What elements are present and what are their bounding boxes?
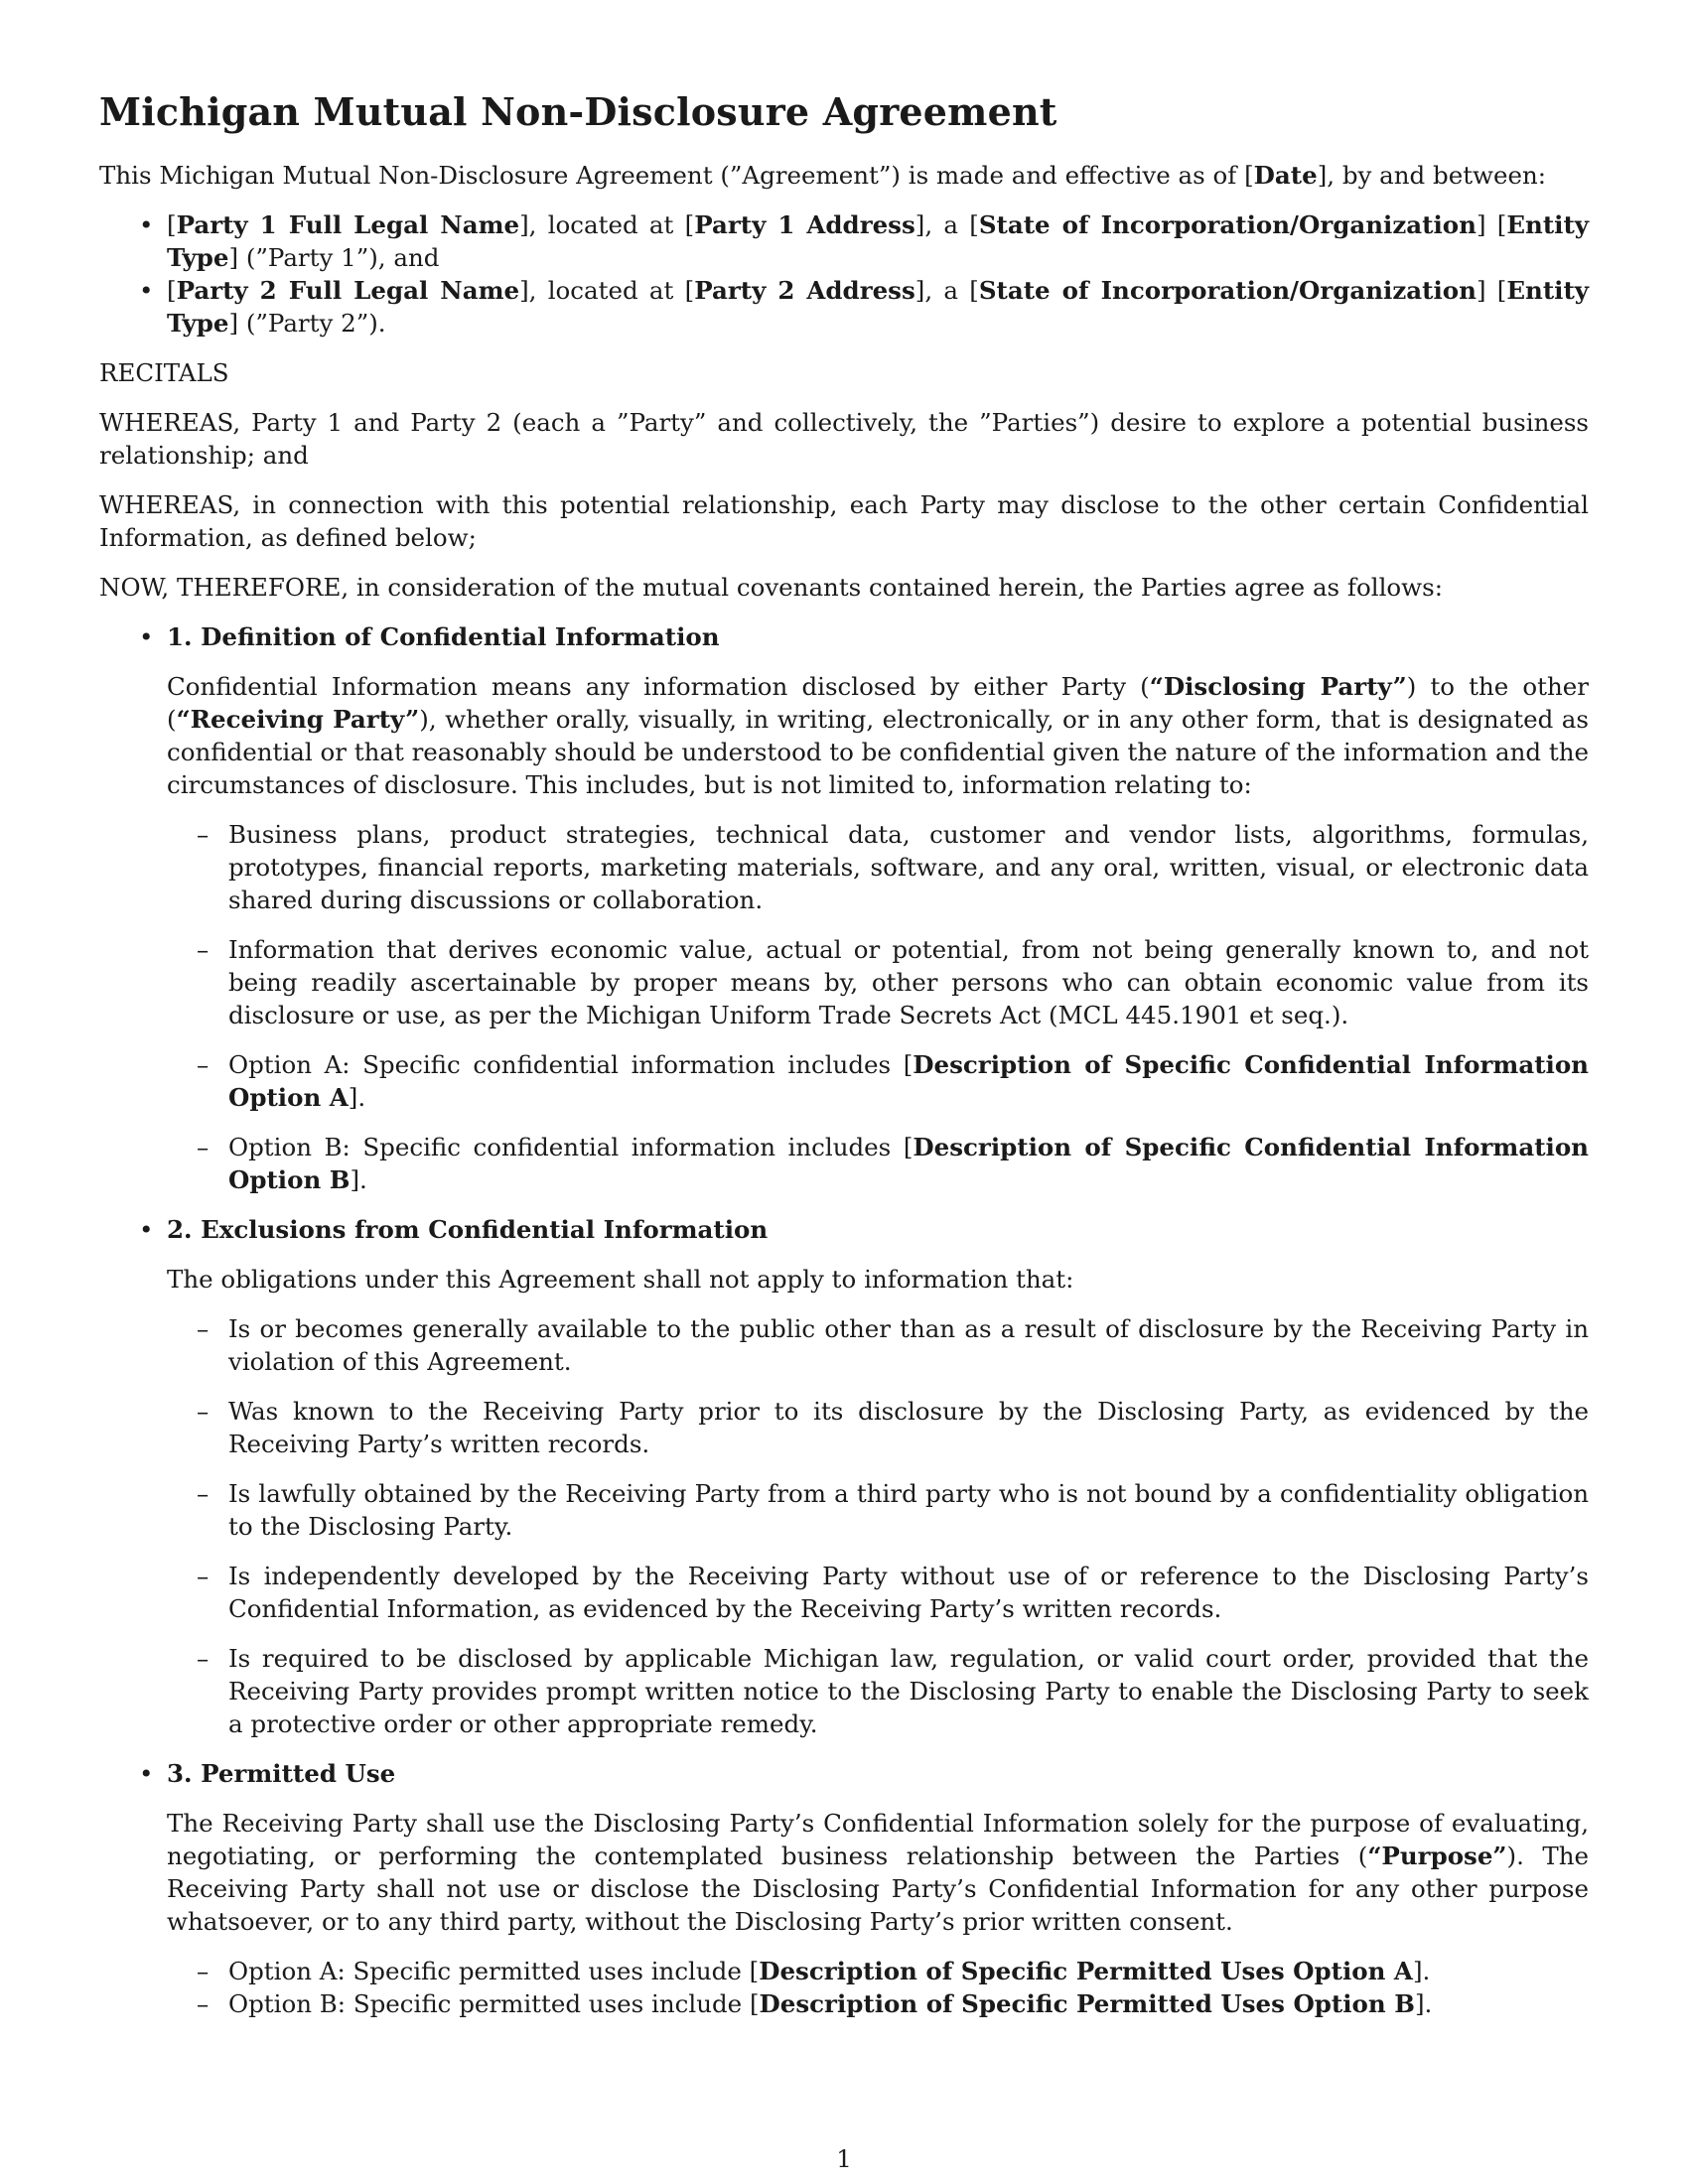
- party-2-item: • [Party 2 Full Legal Name], located at [Party 2 Address], a [State of Incorporation/Organization] [Entity Type] (”Party 2”).: [99, 274, 1589, 340]
- party-1-address: Party 1 Address: [694, 210, 915, 239]
- section-1: [99, 620, 1589, 1196]
- party-1-state: State of Incorporation/Organization: [978, 210, 1477, 239]
- whereas-paragraph-2: WHEREAS, in connection with this potential relationship, each Party may disclose to the other certain Confidential Information, as defined below;: [99, 490, 1589, 552]
- list-item: – Is required to be disclosed by applicable Michigan law, regulation, or valid court order, provided that the Receiving Party provides prompt written notice to the Disclosing Party to enable the Disclosing Party to seek a protective order or other appropriate remedy.: [167, 1642, 1589, 1740]
- page-number: 1: [836, 2144, 852, 2173]
- party-1-name: Party 1 Full Legal Name: [176, 210, 520, 239]
- section-1-option-a: – Option A: Specific confidential information includes [Description of Specific Confidential Information Option A].: [167, 1048, 1589, 1114]
- section-1-option-b: – Option B: Specific confidential information includes [Description of Specific Confidential Information Option B].: [167, 1131, 1589, 1196]
- section-3-heading: 3. Permitted Use: [167, 1759, 396, 1788]
- party-1-item: • [Party 1 Full Legal Name], located at [Party 1 Address], a [State of Incorporation/Organization] [Entity Type] (”Party 1”), and: [99, 208, 1589, 274]
- section-3-list: [167, 1955, 1589, 2020]
- parties-list: [99, 208, 1589, 340]
- section-3: [99, 1757, 1589, 2020]
- bullet-icon: •: [139, 1215, 154, 1244]
- section-1-list: [167, 818, 1589, 1196]
- section-2: [99, 1213, 1589, 1740]
- list-item: – Was known to the Receiving Party prior to its disclosure by the Disclosing Party, as evidenced by the Receiving Party’s written records.: [167, 1395, 1589, 1460]
- recitals-heading: RECITALS: [99, 358, 229, 387]
- party-2-entity: Entity Type: [167, 276, 1590, 338]
- list-item: – Is lawfully obtained by the Receiving Party from a third party who is not bound by a confidentiality obligation to the Disclosing Party.: [167, 1477, 1589, 1543]
- party-2-name: Party 2 Full Legal Name: [176, 276, 520, 305]
- bullet-icon: •: [139, 622, 154, 651]
- intro-paragraph: This Michigan Mutual Non-Disclosure Agreement (”Agreement”) is made and effective as of [Date], by and between:: [99, 161, 1547, 190]
- whereas-paragraph-1: WHEREAS, Party 1 and Party 2 (each a ”Party” and collectively, the ”Parties”) desire to explore a potential business relationship; and: [99, 408, 1589, 470]
- section-3-paragraph: The Receiving Party shall use the Disclosing Party’s Confidential Information solely for the purpose of evaluating, negotiating, or performing the contemplated business relationship between the Parties (“Purpose”). The Receiving Party shall not use or disclose the Disclosing Party’s Confidential Information for any other purpose whatsoever, or to any third party, without the Disclosing Party’s prior written consent.: [167, 1809, 1589, 1936]
- section-1-paragraph: Confidential Information means any information disclosed by either Party (“Disclosing Party”) to the other (“Receiving Party”), whether orally, visually, in writing, electronically, or in any other form, that is designated as confidential or that reasonably should be understood to be confidential given the nature of the information and the circumstances of disclosure. This includes, but is not limited to, information relating to:: [167, 672, 1589, 799]
- list-item: – Business plans, product strategies, technical data, customer and vendor lists, algorithms, formulas, prototypes, financial reports, marketing materials, software, and any oral, written, visual, or electronic data shared during discussions or collaboration.: [167, 818, 1589, 916]
- bullet-icon: •: [139, 1759, 154, 1788]
- list-item: – Information that derives economic value, actual or potential, from not being generally known to, and not being readily ascertainable by proper means by, other persons who can obtain economic value from its disclosure or use, as per the Michigan Uniform Trade Secrets Act (MCL 445.1901 et seq.).: [167, 933, 1589, 1031]
- section-2-list: [167, 1312, 1589, 1740]
- party-2-address: Party 2 Address: [694, 276, 915, 305]
- party-2-state: State of Incorporation/Organization: [978, 276, 1477, 305]
- section-3-option-b: – Option B: Specific permitted uses include [Description of Specific Permitted Uses Option B].: [167, 1987, 1589, 2020]
- section-2-intro: The obligations under this Agreement shall not apply to information that:: [167, 1265, 1074, 1294]
- party-1-entity: Entity Type: [167, 210, 1590, 272]
- document-body: [99, 87, 1589, 2037]
- now-therefore-paragraph: NOW, THEREFORE, in consideration of the mutual covenants contained herein, the Parties agree as follows:: [99, 573, 1443, 602]
- section-1-heading: 1. Definition of Confidential Information: [167, 622, 720, 651]
- list-item: – Is or becomes generally available to the public other than as a result of disclosure by the Receiving Party in violation of this Agreement.: [167, 1312, 1589, 1378]
- list-item: – Is independently developed by the Receiving Party without use of or reference to the Disclosing Party’s Confidential Information, as evidenced by the Receiving Party’s written records.: [167, 1560, 1589, 1625]
- section-3-option-a: – Option A: Specific permitted uses include [Description of Specific Permitted Uses Option A].: [167, 1955, 1589, 1987]
- section-2-heading: 2. Exclusions from Confidential Information: [167, 1215, 769, 1244]
- document-title: Michigan Mutual Non-Disclosure Agreement: [99, 89, 1057, 134]
- date-placeholder: Date: [1253, 161, 1318, 190]
